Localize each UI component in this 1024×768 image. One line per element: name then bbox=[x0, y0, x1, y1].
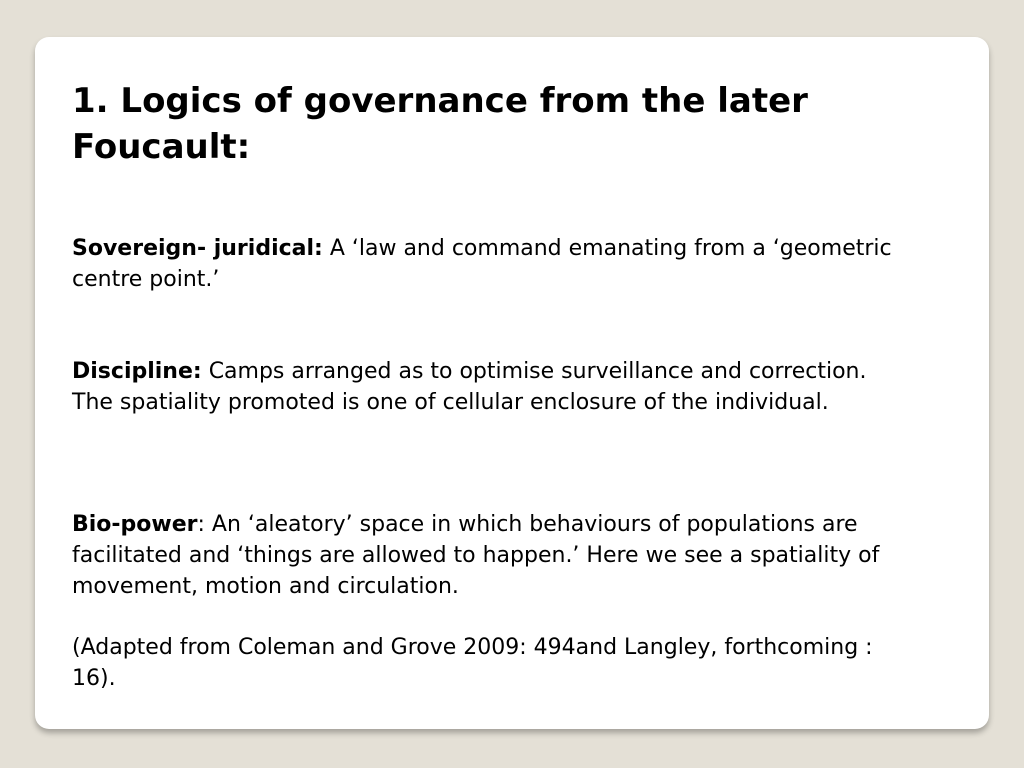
discipline-paragraph bbox=[72, 356, 912, 418]
citation-paragraph: (Adapted from Coleman and Grove 2009: 494and Langley, forthcoming : 16). bbox=[72, 635, 873, 691]
slide-title: 1. Logics of governance from the later Foucault: bbox=[72, 81, 808, 167]
bio-power-paragraph bbox=[72, 509, 912, 602]
bio-power-text: : An ‘aleatory’ space in which behaviours of populations are facilitated and ‘things are allowed to happen.’ Here we see a spatiality of movement, motion and circulation. bbox=[72, 512, 880, 599]
sovereign-juridical-paragraph bbox=[72, 233, 912, 295]
discipline-text: Camps arranged as to optimise surveillance and correction. The spatiality promoted is one of cellular enclosure of the individual. bbox=[72, 359, 867, 415]
bio-power-term: Bio-power bbox=[72, 512, 198, 537]
sovereign-juridical-term: Sovereign- juridical: bbox=[72, 236, 323, 261]
discipline-term: Discipline: bbox=[72, 359, 202, 384]
sovereign-juridical-text: A ‘law and command emanating from a ‘geometric centre point.’ bbox=[72, 236, 892, 292]
